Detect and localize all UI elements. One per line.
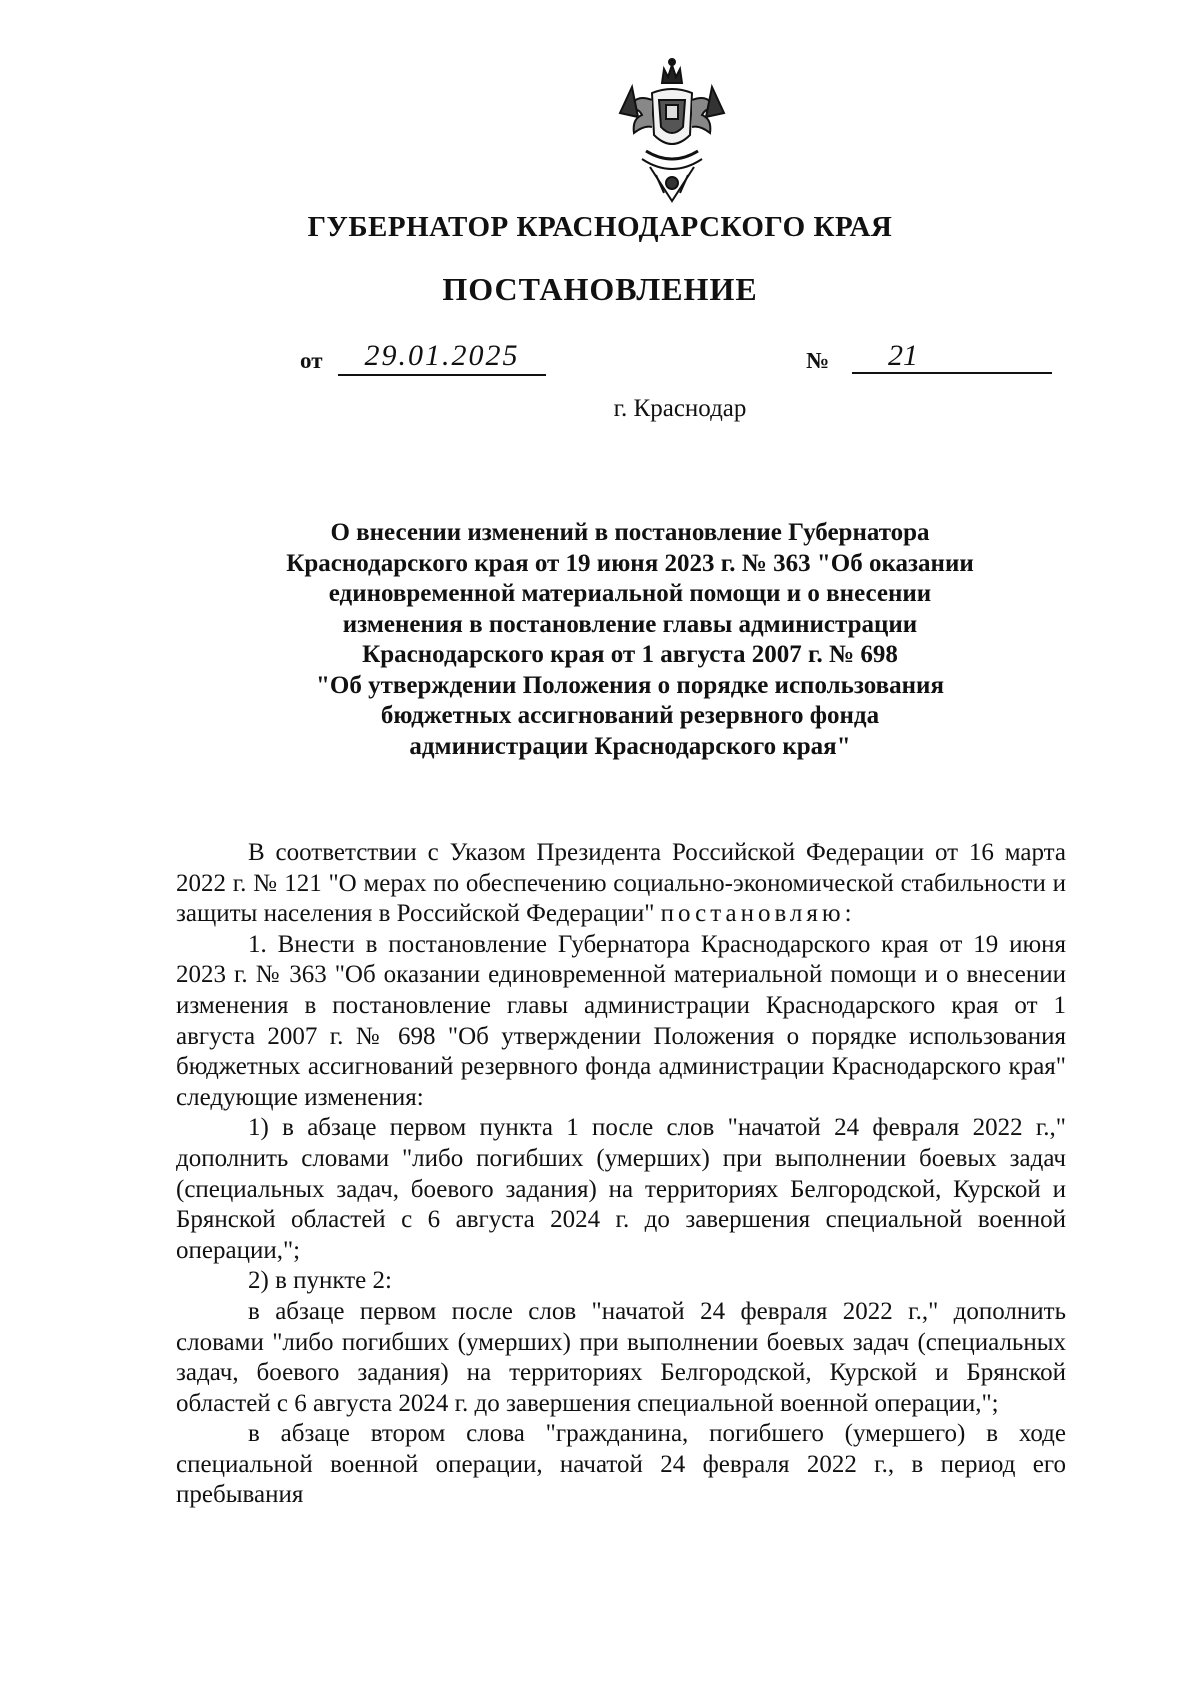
title-line: Краснодарского края от 1 августа 2007 г. № 698 (362, 641, 898, 668)
number-label: № (806, 348, 830, 373)
title-line: бюджетных ассигнований резервного фонда (380, 702, 880, 729)
paragraph-1-2: 2) в пункте 2: (248, 1267, 392, 1295)
title-line: изменения в постановление главы администрации (342, 610, 918, 638)
document-date: 29.01.2025 (338, 340, 546, 376)
title-line: "Об утверждении Положения о порядке использования (316, 671, 944, 699)
document-body (176, 838, 1066, 1511)
document-number: 21 (852, 340, 1052, 374)
title-line: администрации Краснодарского края" (409, 732, 851, 760)
document-type: ПОСТАНОВЛЕНИЕ (442, 271, 758, 307)
paragraph-1-1: 1) в абзаце первом пункта 1 после слов "начатой 24 февраля 2022 г.," дополнить словами "либо погибших (умерших) при выполнении боевых задач (специальных задач, боевого задания) на территориях Белгородской, Курской и Брянской областей с 6 августа 2024 г. до завершения специальной военной операции,"; (176, 1114, 1066, 1264)
title-line: единовременной материальной помощи и о внесении (328, 580, 932, 607)
city: г. Краснодар (613, 395, 747, 422)
resolve-word: постановляю: (660, 900, 856, 928)
title-line: Краснодарского края от 19 июня 2023 г. № 363 "Об оказании (286, 549, 974, 577)
title-line: О внесении изменений в постановление Губернатора (330, 519, 930, 546)
intro-text: В соответствии с Указом Президента Российской Федерации от 16 марта 2022 г. № 121 "О мерах по обеспечению социально-экономической стабильности и защиты населения в Российской Федерации" (176, 839, 1066, 928)
coat-of-arms-emblem (612, 55, 732, 205)
paragraph-1-2-b: в абзаце втором слова "гражданина, погибшего (умершего) в ходе специальной военной операции, начатой 24 февраля 2022 г., в период его пребывания (176, 1420, 1066, 1509)
date-prefix: от (300, 348, 323, 373)
paragraph-1-2-a: в абзаце первом после слов "начатой 24 февраля 2022 г.," дополнить словами "либо погибших (умерших) при выполнении боевых задач (специальных задач, боевого задания) на территориях Белгородской, Курской и Брянской областей с 6 августа 2024 г. до завершения специальной военной операции,"; (176, 1297, 1066, 1417)
issuing-authority: ГУБЕРНАТОР КРАСНОДАРСКОГО КРАЯ (307, 211, 893, 243)
intro-paragraph (176, 838, 1066, 930)
paragraph-1: 1. Внести в постановление Губернатора Краснодарского края от 19 июня 2023 г. № 363 "Об оказании единовременной материальной помощи и о внесении изменения в постановление главы администрации Краснодарского края от 1 августа 2007 г. № 698 "Об утверждении Положения о порядке использования бюджетных ассигнований резервного фонда администрации Краснодарского края" следующие изменения: (176, 930, 1066, 1111)
document-title (200, 518, 1060, 762)
date-number-row (300, 340, 1060, 380)
